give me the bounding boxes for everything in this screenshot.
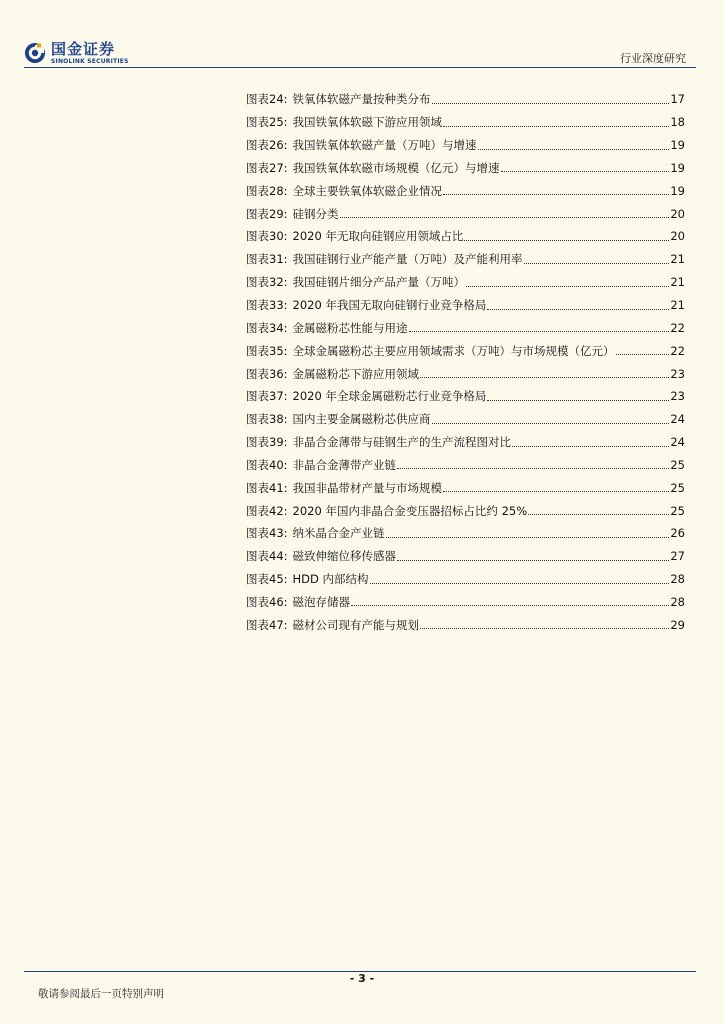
toc-entry-page: 22 [670,343,685,358]
toc-entry-page: 23 [670,366,685,381]
sinolink-logo-icon [24,42,46,64]
toc-entry-label: 图表32: [246,275,288,290]
toc-entry-title: 全球金属磁粉芯主要应用领域需求（万吨）与市场规模（亿元） [292,343,615,358]
toc-entry[interactable] [246,202,685,225]
toc-entry-title: 全球主要铁氧体软磁企业情况 [292,183,443,198]
toc-entry[interactable] [246,294,685,317]
toc-entry[interactable] [246,134,685,157]
toc-entry-page: 21 [670,275,685,290]
toc-entry-title: 我国硅钢行业产能产量（万吨）及产能利用率 [292,252,523,267]
toc-entry-label: 图表39: [246,435,288,450]
toc-dot-leader [397,468,669,469]
toc-entry-page: 24 [670,412,685,427]
toc-entry-page: 24 [670,435,685,450]
toc-dot-leader [420,628,669,629]
disclaimer-note: 敬请参阅最后一页特别声明 [38,988,164,1000]
report-type: 行业深度研究 [620,52,686,65]
toc-entry[interactable] [246,157,685,180]
toc-dot-leader [487,309,669,310]
logo-chinese-name: 国金证券 [51,39,116,58]
toc-entry-label: 图表45: [246,572,288,587]
toc-entry-label: 图表36: [246,366,288,381]
toc-entry-label: 图表41: [246,480,288,495]
company-logo [24,38,129,68]
toc-entry-page: 20 [670,229,685,244]
toc-dot-leader [443,126,669,127]
toc-entry-title: HDD 内部结构 [292,572,369,587]
toc-entry[interactable] [246,339,685,362]
toc-entry[interactable] [246,408,685,431]
toc-entry[interactable] [246,522,685,545]
toc-entry-page: 19 [670,183,685,198]
toc-entry-page: 19 [670,160,685,175]
toc-dot-leader [420,377,669,378]
toc-entry-title: 金属磁粉芯性能与用途 [292,320,408,335]
toc-entry-title: 我国铁氧体软磁下游应用领域 [292,115,443,130]
toc-dot-leader [478,149,670,150]
toc-entry-label: 图表31: [246,252,288,267]
toc-entry[interactable] [246,545,685,568]
toc-entry[interactable] [246,316,685,339]
toc-entry-page: 20 [670,206,685,221]
toc-dot-leader [443,194,669,195]
toc-entry-title: 金属磁粉芯下游应用领域 [292,366,420,381]
toc-entry-title: 我国铁氧体软磁产量（万吨）与增速 [292,138,477,153]
toc-entry-label: 图表42: [246,503,288,518]
toc-entry[interactable] [246,111,685,134]
toc-entry-title: 硅钢分类 [292,206,339,221]
toc-entry-page: 17 [670,92,685,107]
toc-dot-leader [432,103,670,104]
toc-entry-title: 我国非晶带材产量与市场规模 [292,480,443,495]
toc-entry-label: 图表40: [246,457,288,472]
toc-entry-label: 图表27: [246,160,288,175]
toc-entry-page: 25 [670,480,685,495]
toc-entry-label: 图表26: [246,138,288,153]
toc-entry-label: 图表44: [246,549,288,564]
toc-entry-title: 2020 年国内非晶合金变压器招标占比约 25% [292,503,528,518]
toc-entry[interactable] [246,613,685,636]
toc-dot-leader [487,400,669,401]
toc-dot-leader [443,491,669,492]
header-divider [24,67,696,68]
toc-entry-label: 图表38: [246,412,288,427]
toc-dot-leader [501,171,670,172]
toc-entry[interactable] [246,248,685,271]
toc-entry[interactable] [246,591,685,614]
toc-entry-label: 图表29: [246,206,288,221]
toc-dot-leader [464,240,669,241]
toc-entry-page: 23 [670,389,685,404]
toc-entry[interactable] [246,568,685,591]
toc-entry-title: 国内主要金属磁粉芯供应商 [292,412,431,427]
logo-english-name: SINOLINK SECURITIES [51,57,129,65]
toc-entry[interactable] [246,476,685,499]
toc-entry[interactable] [246,271,685,294]
toc-entry-label: 图表28: [246,183,288,198]
toc-entry-label: 图表25: [246,115,288,130]
toc-entry-title: 2020 年全球金属磁粉芯行业竞争格局 [292,389,487,404]
toc-entry[interactable] [246,431,685,454]
toc-entry-title: 非晶合金薄带产业链 [292,457,397,472]
toc-entry[interactable] [246,499,685,522]
page-number: - 3 - [349,972,375,985]
toc-entry-label: 图表47: [246,617,288,632]
toc-entry[interactable] [246,225,685,248]
toc-entry-page: 27 [670,549,685,564]
toc-entry-page: 29 [670,617,685,632]
toc-entry-title: 铁氧体软磁产量按种类分布 [292,92,431,107]
toc-dot-leader [370,583,670,584]
toc-dot-leader [528,514,669,515]
toc-dot-leader [524,263,670,264]
toc-entry-label: 图表35: [246,343,288,358]
toc-dot-leader [409,331,670,332]
toc-dot-leader [466,286,669,287]
toc-entry-title: 磁材公司现有产能与规划 [292,617,420,632]
toc-entry[interactable] [246,362,685,385]
toc-entry-label: 图表43: [246,526,288,541]
toc-entry-title: 我国铁氧体软磁市场规模（亿元）与增速 [292,160,500,175]
toc-entry-page: 18 [670,115,685,130]
toc-entry-title: 纳米晶合金产业链 [292,526,385,541]
toc-entry-title: 2020 年无取向硅钢应用领域占比 [292,229,464,244]
toc-entry-label: 图表33: [246,298,288,313]
toc-entry-label: 图表24: [246,92,288,107]
toc-entry[interactable] [246,385,685,408]
toc-entry[interactable] [246,179,685,202]
toc-entry-label: 图表30: [246,229,288,244]
toc-entry-label: 图表34: [246,320,288,335]
toc-entry-page: 19 [670,138,685,153]
toc-dot-leader [397,560,669,561]
toc-dot-leader [340,217,670,218]
toc-entry-title: 非晶合金薄带与硅钢生产的生产流程图对比 [292,435,512,450]
toc-entry[interactable] [246,454,685,477]
toc-entry-page: 25 [670,457,685,472]
toc-entry-page: 28 [670,594,685,609]
toc-entry-page: 28 [670,572,685,587]
toc-entry-title: 磁致伸缩位移传感器 [292,549,397,564]
toc-entry-page: 21 [670,252,685,267]
toc-entry-page: 25 [670,503,685,518]
toc-entry-page: 21 [670,298,685,313]
toc-dot-leader [351,605,669,606]
toc-entry[interactable] [246,88,685,111]
toc-entry-label: 图表46: [246,594,288,609]
toc-entry-title: 我国硅钢片细分产品产量（万吨） [292,275,466,290]
toc-entry-title: 磁泡存储器 [292,594,351,609]
toc-entry-label: 图表37: [246,389,288,404]
toc-entry-page: 26 [670,526,685,541]
toc-dot-leader [512,446,669,447]
toc-entry-page: 22 [670,320,685,335]
figure-list [246,88,685,636]
toc-dot-leader [386,537,670,538]
toc-entry-title: 2020 年我国无取向硅钢行业竞争格局 [292,298,487,313]
toc-dot-leader [616,354,670,355]
toc-dot-leader [432,423,670,424]
